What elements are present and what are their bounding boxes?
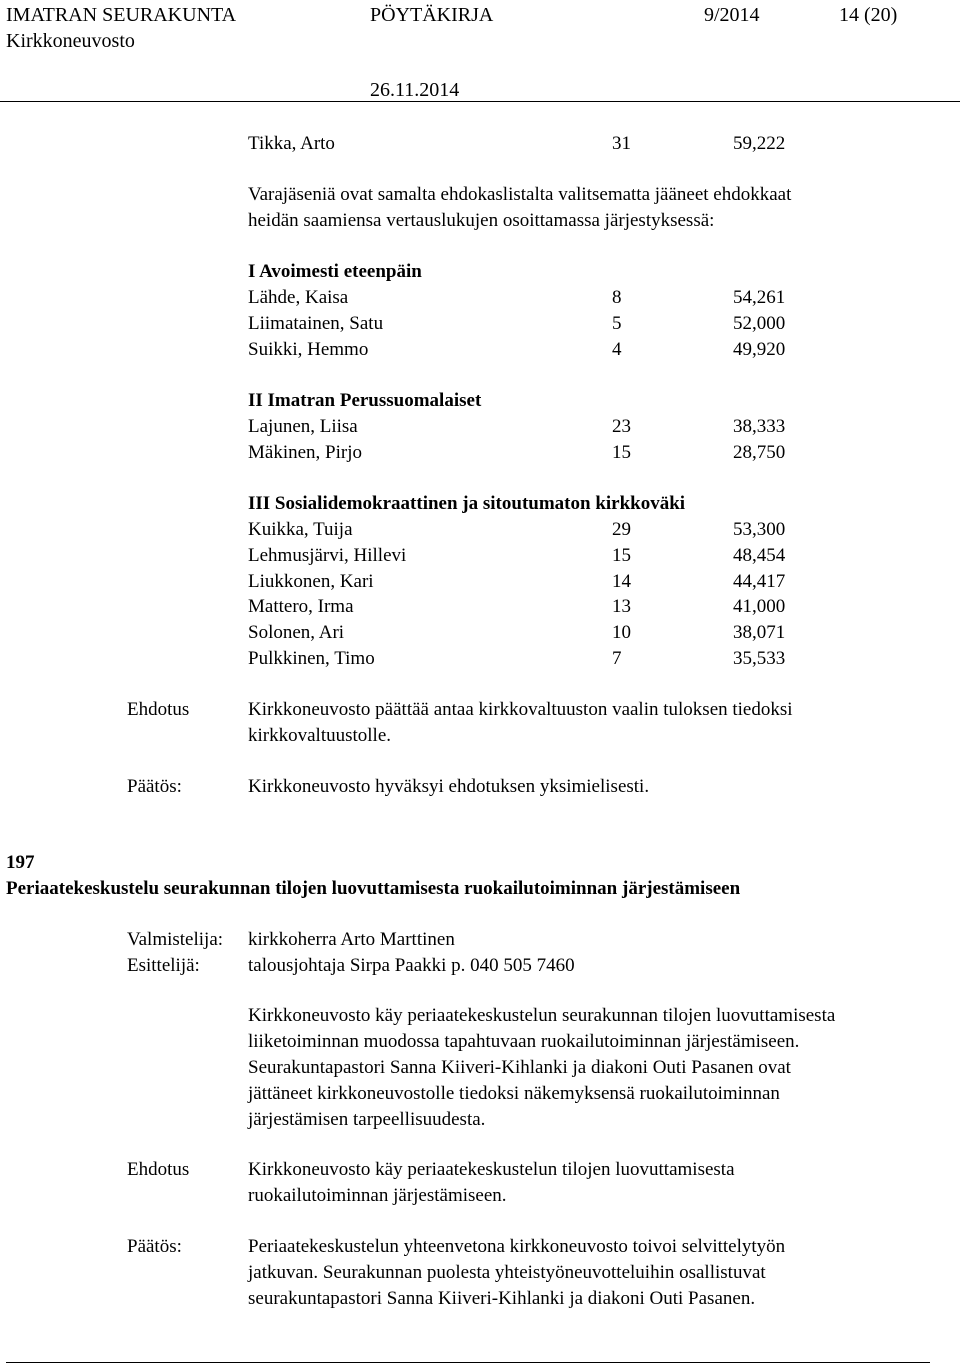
- paatos-text: seurakuntapastori Sanna Kiiveri-Kihlanki ja diakoni Outi Pasanen.: [248, 1288, 756, 1309]
- candidate-name: Pulkkinen, Timo: [248, 648, 375, 669]
- candidate-votes: 23: [612, 416, 631, 437]
- candidate-ratio: 52,000: [733, 313, 786, 334]
- body-name: Kirkkoneuvosto: [6, 30, 135, 52]
- paatos-text: jatkuvan. Seurakunnan puolesta yhteistyöneuvotteluihin osallistuvat: [248, 1262, 766, 1283]
- doc-type: PÖYTÄKIRJA: [370, 4, 494, 26]
- ehdotus-label: Ehdotus: [127, 1159, 190, 1180]
- paatos-text: Kirkkoneuvosto hyväksyi ehdotuksen yksimielisesti.: [248, 776, 650, 797]
- candidate-ratio: 28,750: [733, 442, 786, 463]
- candidate-name: Solonen, Ari: [248, 622, 345, 643]
- ehdotus-text: kirkkovaltuustolle.: [248, 725, 392, 746]
- candidate-name: Lähde, Kaisa: [248, 287, 349, 308]
- group-title: II Imatran Perussuomalaiset: [248, 390, 482, 411]
- footer-rule: [6, 1362, 930, 1363]
- candidate-name: Suikki, Hemmo: [248, 339, 369, 360]
- page-number: 14 (20): [839, 4, 898, 26]
- candidate-votes: 7: [612, 648, 622, 669]
- body-line: järjestämisen tarpeellisuudesta.: [248, 1109, 486, 1130]
- ehdotus-text: ruokailutoiminnan järjestämiseen.: [248, 1185, 507, 1206]
- candidate-votes: 15: [612, 545, 631, 566]
- body-line: jättäneet kirkkoneuvostolle tiedoksi näkemyksensä ruokailutoiminnan: [248, 1083, 780, 1104]
- candidate-ratio: 59,222: [733, 133, 786, 154]
- candidate-name: Liukkonen, Kari: [248, 571, 374, 592]
- esittelija-value: talousjohtaja Sirpa Paakki p. 040 505 7460: [248, 955, 575, 976]
- doc-number: 9/2014: [704, 4, 760, 26]
- candidate-name: Lajunen, Liisa: [248, 416, 358, 437]
- ehdotus-text: Kirkkoneuvosto käy periaatekeskustelun tilojen luovuttamisesta: [248, 1159, 735, 1180]
- intro-line: Varajäseniä ovat samalta ehdokaslistalta valitsematta jääneet ehdokkaat: [248, 184, 792, 205]
- body-line: liiketoiminnan muodossa tapahtuvaan ruokailutoiminnan järjestämiseen.: [248, 1031, 800, 1052]
- candidate-votes: 8: [612, 287, 622, 308]
- candidate-ratio: 54,261: [733, 287, 786, 308]
- org-name: IMATRAN SEURAKUNTA: [6, 4, 237, 26]
- candidate-votes: 29: [612, 519, 631, 540]
- candidate-votes: 10: [612, 622, 631, 643]
- candidate-ratio: 41,000: [733, 596, 786, 617]
- candidate-name: Lehmusjärvi, Hillevi: [248, 545, 407, 566]
- candidate-votes: 14: [612, 571, 631, 592]
- candidate-name: Mattero, Irma: [248, 596, 354, 617]
- candidate-votes: 15: [612, 442, 631, 463]
- candidate-votes: 4: [612, 339, 622, 360]
- candidate-name: Mäkinen, Pirjo: [248, 442, 362, 463]
- candidate-ratio: 48,454: [733, 545, 786, 566]
- candidate-votes: 13: [612, 596, 631, 617]
- ehdotus-label: Ehdotus: [127, 699, 190, 720]
- candidate-ratio: 38,333: [733, 416, 786, 437]
- candidate-name: Tikka, Arto: [248, 133, 335, 154]
- candidate-ratio: 38,071: [733, 622, 786, 643]
- valmistelija-label: Valmistelija:: [127, 929, 224, 950]
- item-number: 197: [6, 852, 35, 873]
- esittelija-label: Esittelijä:: [127, 955, 200, 976]
- valmistelija-value: kirkkoherra Arto Marttinen: [248, 929, 455, 950]
- candidate-ratio: 44,417: [733, 571, 786, 592]
- meeting-date: 26.11.2014: [370, 79, 460, 101]
- body-line: Seurakuntapastori Sanna Kiiveri-Kihlanki ja diakoni Outi Pasanen ovat: [248, 1057, 791, 1078]
- candidate-name: Liimatainen, Satu: [248, 313, 384, 334]
- item-title: Periaatekeskustelu seurakunnan tilojen luovuttamisesta ruokailutoiminnan järjestämiseen: [6, 878, 741, 899]
- candidate-votes: 5: [612, 313, 622, 334]
- paatos-label: Päätös:: [127, 1236, 182, 1257]
- intro-line: heidän saamiensa vertauslukujen osoittamassa järjestyksessä:: [248, 210, 715, 231]
- candidate-name: Kuikka, Tuija: [248, 519, 353, 540]
- group-title: III Sosialidemokraattinen ja sitoutumaton kirkkoväki: [248, 493, 686, 514]
- header-rule: [0, 101, 960, 102]
- ehdotus-text: Kirkkoneuvosto päättää antaa kirkkovaltuuston vaalin tuloksen tiedoksi: [248, 699, 793, 720]
- candidate-ratio: 49,920: [733, 339, 786, 360]
- candidate-votes: 31: [612, 133, 631, 154]
- group-title: I Avoimesti eteenpäin: [248, 261, 422, 282]
- paatos-label: Päätös:: [127, 776, 182, 797]
- paatos-text: Periaatekeskustelun yhteenvetona kirkkoneuvosto toivoi selvittelytyön: [248, 1236, 786, 1257]
- body-line: Kirkkoneuvosto käy periaatekeskustelun seurakunnan tilojen luovuttamisesta: [248, 1005, 836, 1026]
- candidate-ratio: 53,300: [733, 519, 786, 540]
- candidate-ratio: 35,533: [733, 648, 786, 669]
